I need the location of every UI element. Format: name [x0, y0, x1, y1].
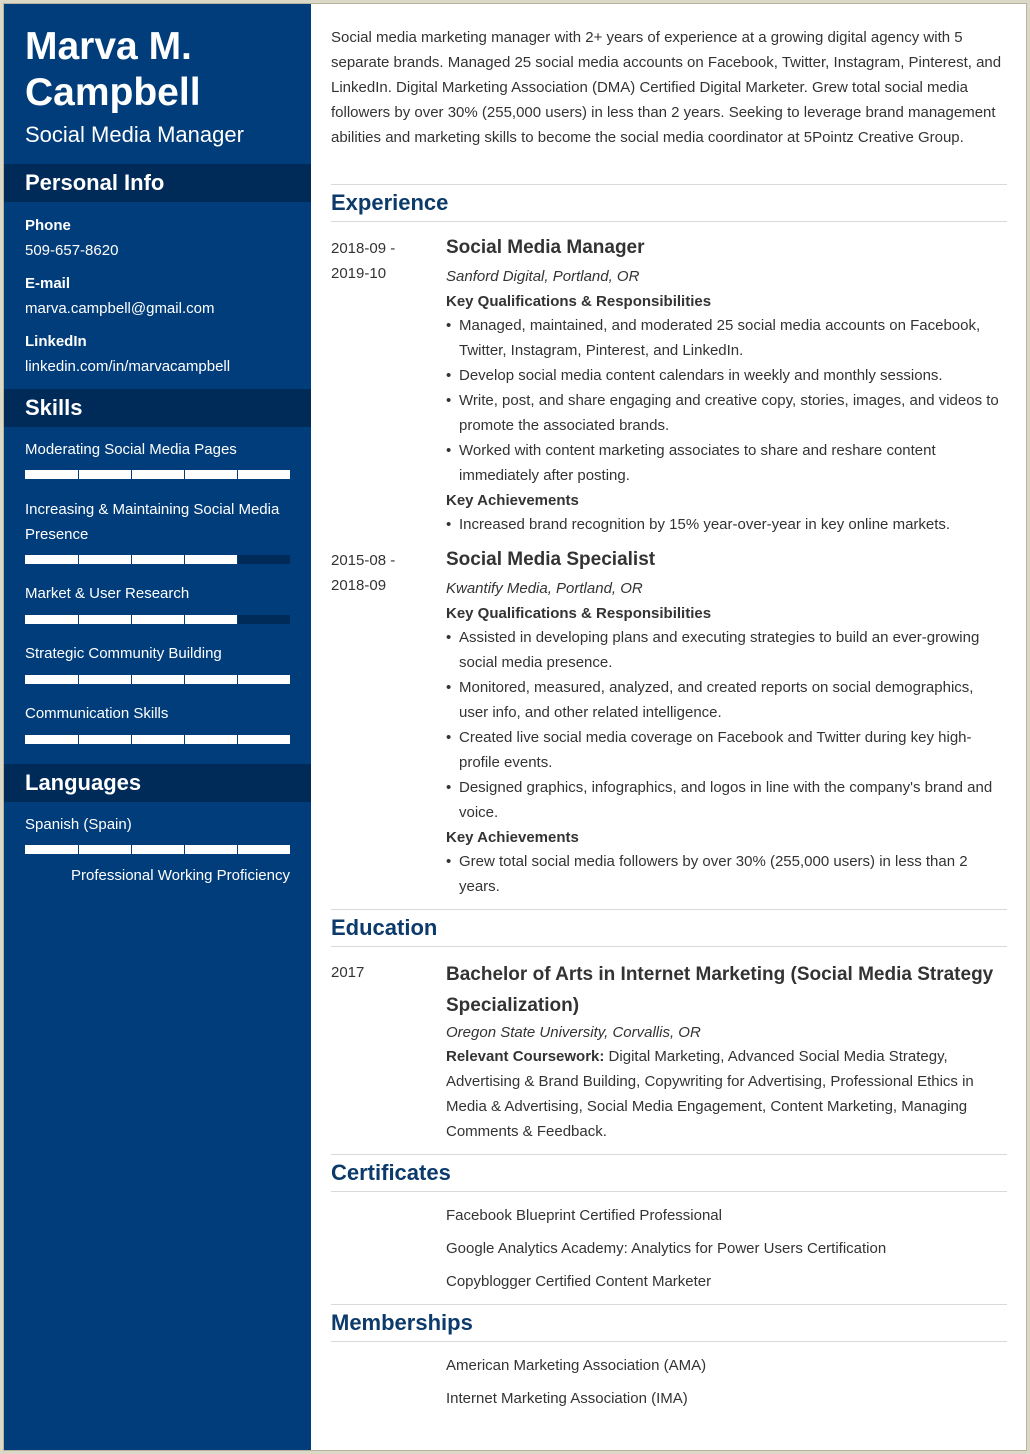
languages-heading: Languages: [4, 764, 311, 802]
divider: [331, 1191, 1007, 1192]
divider: [331, 909, 1007, 910]
language-bar: [25, 845, 290, 854]
membership-item: American Marketing Association (AMA): [446, 1357, 707, 1374]
skill-bar-segment-divider: [237, 735, 238, 744]
list-item: • Assisted in developing plans and executing strategies to build an ever-growing social media presence.: [446, 625, 1006, 675]
list-item: • Write, post, and share engaging and creative copy, stories, images, and videos to promote the associated brands.: [446, 388, 1006, 438]
job-date-end: 2019-10: [331, 265, 387, 282]
qualifications-list: [446, 625, 1006, 825]
skill-bar-segment-divider: [78, 735, 79, 744]
job-date-start: 2018-09 -: [331, 240, 396, 257]
list-item: • Grew total social media followers by over 30% (255,000 users) in less than 2 years.: [446, 849, 1006, 899]
skill-bar-segment-divider: [131, 555, 132, 564]
skill-bar-segment-divider: [184, 615, 185, 624]
skill-bar-segment-divider: [78, 615, 79, 624]
list-item: • Designed graphics, infographics, and logos in line with the company's brand and voice.: [446, 775, 1006, 825]
linkedin-value[interactable]: linkedin.com/in/marvacampbell: [25, 358, 231, 375]
degree-title: Bachelor of Arts in Internet Marketing (Social Media Strategy Specialization): [446, 964, 994, 1016]
qualifications-list: [446, 313, 1006, 488]
qualifications-heading: Key Qualifications & Responsibilities: [446, 605, 712, 622]
skill-bar-segment-divider: [184, 845, 185, 854]
sidebar: [4, 4, 311, 1450]
skill-bar-segment-divider: [131, 675, 132, 684]
skill-bar-segment-divider: [184, 555, 185, 564]
resume-page: [3, 3, 1027, 1451]
divider: [331, 1154, 1007, 1155]
skill-bar-fill: [25, 735, 290, 744]
certificate-item: Copyblogger Certified Content Marketer: [446, 1273, 712, 1290]
skill-bar-segment-divider: [237, 845, 238, 854]
certificates-heading: Certificates: [331, 1160, 451, 1185]
name-first-line: Marva M.: [25, 25, 192, 68]
skill-bar-segment-divider: [131, 845, 132, 854]
linkedin-label: LinkedIn: [25, 333, 87, 350]
coursework-label: Relevant Coursework:: [446, 1048, 605, 1065]
job-title: Social Media Manager: [446, 237, 645, 258]
list-item: • Monitored, measured, analyzed, and created reports on social demographics, user info, and other related intelligence.: [446, 675, 1006, 725]
divider: [331, 1304, 1007, 1305]
language-bar-fill: [25, 845, 290, 854]
skill-bar-segment-divider: [237, 675, 238, 684]
skill-bar-segment-divider: [184, 735, 185, 744]
achievements-heading: Key Achievements: [446, 829, 579, 846]
achievements-list: [446, 849, 1006, 899]
email-value[interactable]: marva.campbell@gmail.com: [25, 300, 215, 317]
education-heading: Education: [331, 915, 438, 940]
job-date-start: 2015-08 -: [331, 552, 396, 569]
qualifications-heading: Key Qualifications & Responsibilities: [446, 293, 712, 310]
language-name: Spanish (Spain): [25, 816, 132, 833]
skill-bar: [25, 675, 290, 684]
certificate-item: Google Analytics Academy: Analytics for Power Users Certification: [446, 1240, 887, 1257]
skill-bar-segment-divider: [78, 470, 79, 479]
list-item: • Develop social media content calendars in weekly and monthly sessions.: [446, 363, 1006, 388]
skill-bar-segment-divider: [131, 470, 132, 479]
list-item: • Managed, maintained, and moderated 25 social media accounts on Facebook, Twitter, Instagram, Pinterest, and LinkedIn.: [446, 313, 1006, 363]
divider: [331, 1341, 1007, 1342]
skill-bar-segment-divider: [131, 735, 132, 744]
summary: Social media marketing manager with 2+ years of experience at a growing digital agency with 5 separate brands. Managed 25 social media accounts on Facebook, Twitter, Instagram, Pinterest, and LinkedIn. Digital Marketing Association (DMA) Certified Digital Marketer. Grew total social media followers by over 30% (255,000 users) in less than 2 years. Seeking to leverage brand management abilities and marketing skills to become the social media coordinator at 5Pointz Creative Group.: [331, 29, 1002, 146]
skill-bar-segment-divider: [78, 555, 79, 564]
main-content: [331, 4, 1007, 1450]
email-label: E-mail: [25, 275, 71, 292]
language-proficiency: Professional Working Proficiency: [71, 867, 290, 884]
list-item: • Created live social media coverage on Facebook and Twitter during key high-profile events.: [446, 725, 1006, 775]
job-title: Social Media Manager: [25, 122, 244, 147]
skills-heading: Skills: [4, 389, 311, 427]
skill-name: Communication Skills: [25, 705, 169, 722]
memberships-heading: Memberships: [331, 1310, 473, 1335]
achievements-heading: Key Achievements: [446, 492, 579, 509]
divider: [331, 184, 1007, 185]
skill-name: Moderating Social Media Pages: [25, 441, 237, 458]
skill-bar-segment-divider: [184, 675, 185, 684]
skill-bar-segment-divider: [237, 555, 238, 564]
skill-name: Increasing & Maintaining Social Media Presence: [25, 501, 280, 543]
skill-bar: [25, 555, 290, 564]
name-second-line: Campbell: [25, 71, 201, 114]
skill-name: Market & User Research: [25, 585, 190, 602]
school-name: Oregon State University, Corvallis, OR: [446, 1024, 701, 1041]
coursework: [446, 1044, 1006, 1144]
job-company: Kwantify Media, Portland, OR: [446, 580, 643, 597]
skill-bar-segment-divider: [78, 845, 79, 854]
skill-bar: [25, 470, 290, 479]
membership-item: Internet Marketing Association (IMA): [446, 1390, 688, 1407]
divider: [331, 221, 1007, 222]
skill-bar-segment-divider: [237, 615, 238, 624]
skill-bar-segment-divider: [78, 675, 79, 684]
experience-heading: Experience: [331, 190, 449, 215]
skill-bar-segment-divider: [184, 470, 185, 479]
phone-label: Phone: [25, 217, 71, 234]
skill-name: Strategic Community Building: [25, 645, 222, 662]
job-date-end: 2018-09: [331, 577, 387, 594]
skill-bar-segment-divider: [237, 470, 238, 479]
job-title: Social Media Specialist: [446, 549, 656, 570]
job-company: Sanford Digital, Portland, OR: [446, 268, 640, 285]
education-date: 2017: [331, 964, 365, 981]
coursework-list: Digital Marketing, Advanced Social Media Strategy, Advertising & Brand Building, Copywriting for Advertising, Professional Ethics in Media & Advertising, Social Media Engagement, Content Marketing, Managing Comments & Feedback.: [446, 1048, 974, 1140]
list-item: • Increased brand recognition by 15% year-over-year in key online markets.: [446, 512, 1006, 537]
skill-bar-fill: [25, 675, 290, 684]
divider: [331, 946, 1007, 947]
skill-bar-segment-divider: [131, 615, 132, 624]
skill-bar: [25, 735, 290, 744]
phone-value[interactable]: 509-657-8620: [25, 242, 119, 259]
skill-bar-fill: [25, 470, 290, 479]
skill-bar: [25, 615, 290, 624]
certificate-item: Facebook Blueprint Certified Professional: [446, 1207, 722, 1224]
personal-info-heading: Personal Info: [4, 164, 311, 202]
list-item: • Worked with content marketing associates to share and reshare content immediately after posting.: [446, 438, 1006, 488]
achievements-list: [446, 512, 1006, 537]
